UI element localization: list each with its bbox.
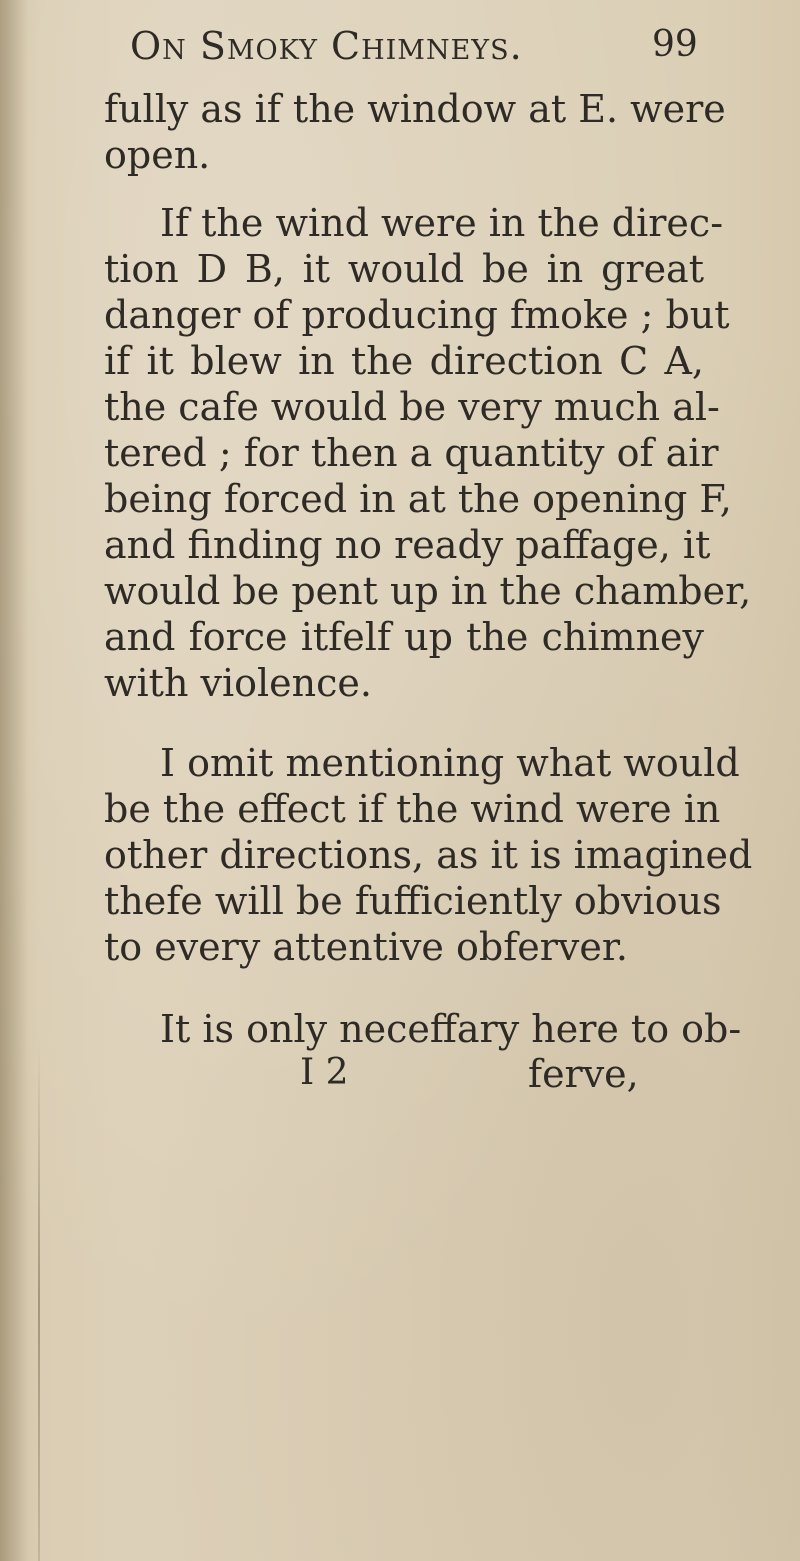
text-line: I omit mentioning what would	[160, 741, 740, 785]
text-line: being forced in at the opening F,	[104, 477, 732, 521]
text-line: danger of producing fmoke ; but	[104, 293, 730, 337]
text-line: and force itfelf up the chimney	[104, 615, 704, 659]
signature-mark: I 2	[300, 1052, 349, 1093]
text-line: with violence.	[104, 661, 372, 705]
text-line: It is only neceffary here to ob-	[160, 1007, 742, 1051]
text-line: If the wind were in the direc-	[160, 201, 724, 245]
page-crease	[38, 1040, 40, 1561]
text-line: be the effect if the wind were in	[104, 787, 721, 831]
text-line: tered ; for then a quantity of air	[104, 431, 719, 475]
catchword: ferve,	[528, 1052, 639, 1096]
text-line: would be pent up in the chamber,	[104, 569, 752, 613]
running-title: On Smoky Chimneys.	[130, 24, 523, 68]
text-line: and finding no ready paffage, it	[104, 523, 711, 567]
gutter-shadow	[0, 0, 28, 1561]
text-line: other directions, as it is imagined	[104, 833, 753, 877]
page-number: 99	[652, 24, 698, 65]
text-line: to every attentive obferver.	[104, 925, 628, 969]
text-line: thefe will be fufficiently obvious	[104, 879, 722, 923]
text-line: if it blew in the direction C A,	[104, 339, 704, 383]
text-line: the cafe would be very much al-	[104, 385, 720, 429]
text-line: open.	[104, 133, 211, 177]
text-line: tion D B, it would be in great	[104, 247, 704, 291]
text-line: fully as if the window at E. were	[104, 87, 726, 131]
